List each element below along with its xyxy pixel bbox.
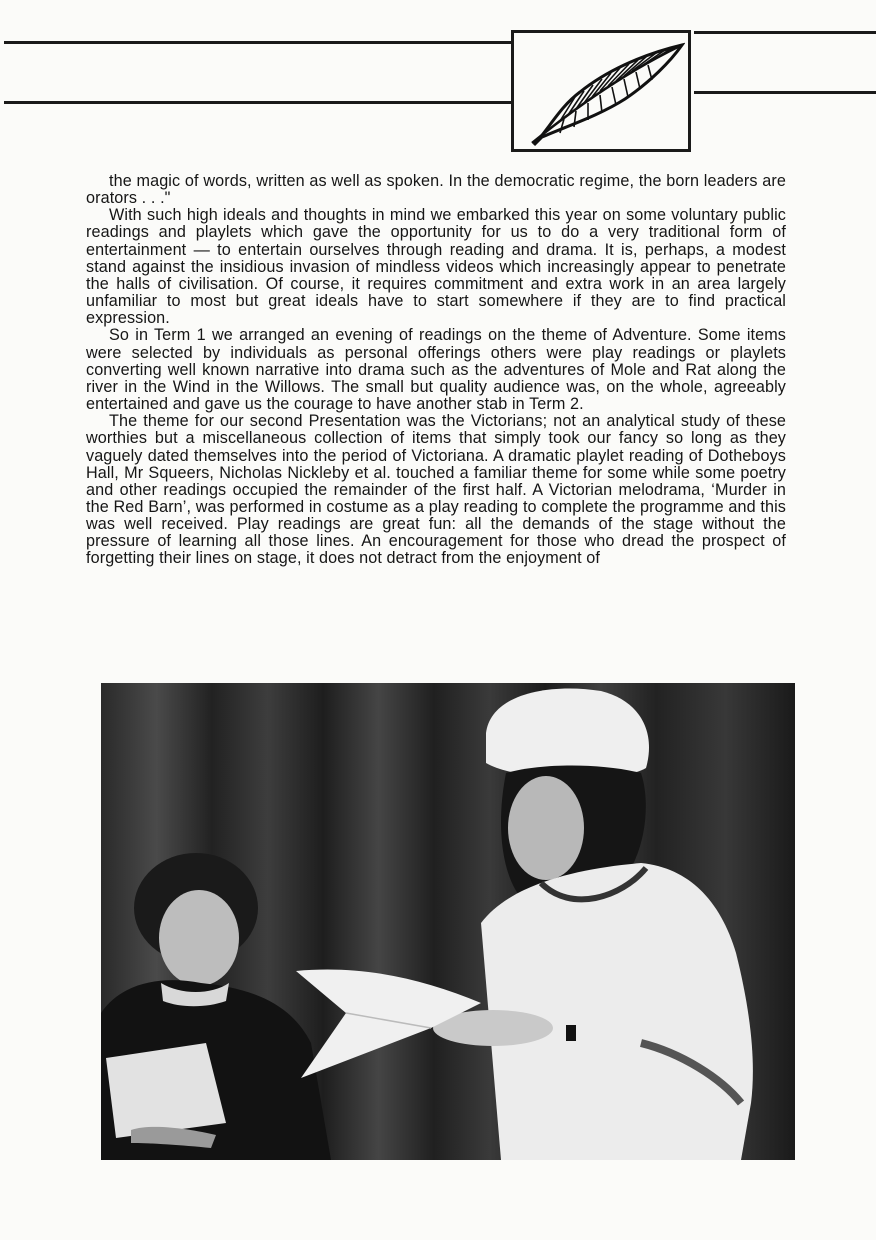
- paragraph: So in Term 1 we arranged an evening of readings on the theme of Adventure. Some items were selected by individuals as personal offerings others were play readings or playlets converting well known narrative into drama such as the adventures of Mole and Rat along the river in the Wind in the Willows. The small but quality audience was, on the whole, agreeably entertained and gave us the courage to have another stab in Term 2.: [86, 326, 786, 414]
- paragraph: With such high ideals and thoughts in mind we embarked this year on some voluntary public readings and playlets which gave the opportunity for us to do a very traditional form of entertainment — to entertain ourselves through reading and drama. It is, perhaps, a modest stand against the insidious invasion of mindless videos which increasingly appear to penetrate the halls of civilisation. Of course, it requires commitment and extra work in an area largely unfamiliar to most but great ideals have to start somewhere if they are to find practical expression.: [86, 206, 786, 328]
- two-readers-on-stage-photo: [101, 683, 795, 1160]
- header-rule-right-bottom: [694, 91, 876, 94]
- header-rule-left-top: [4, 41, 512, 44]
- article-body: [86, 173, 786, 568]
- quill-feather-icon: [520, 37, 685, 147]
- paragraph-continuation: the magic of words, written as well as spoken. In the democratic regime, the born leaders are orators . . .": [86, 172, 786, 208]
- header-rule-right-top: [694, 31, 876, 34]
- header-rule-left-bottom: [4, 101, 512, 104]
- quill-emblem-box: [511, 30, 691, 152]
- paragraph: The theme for our second Presentation was the Victorians; not an analytical study of these worthies but a miscellaneous collection of items that simply took our fancy so long as they vaguely dated themselves into the period of Victoriana. A dramatic playlet reading of Dotheboys Hall, Mr Squeers, Nicholas Nickleby et al. touched a familiar theme for some while some poetry and other readings occupied the remainder of the first half. A Victorian melodrama, ‘Murder in the Red Barn’, was performed in costume as a play reading to complete the programme and this was well received. Play readings are great fun: all the demands of the stage without the pressure of learning all those lines. An encouragement for those who dread the prospect of forgetting their lines on stage, it does not detract from the enjoyment of: [86, 412, 786, 568]
